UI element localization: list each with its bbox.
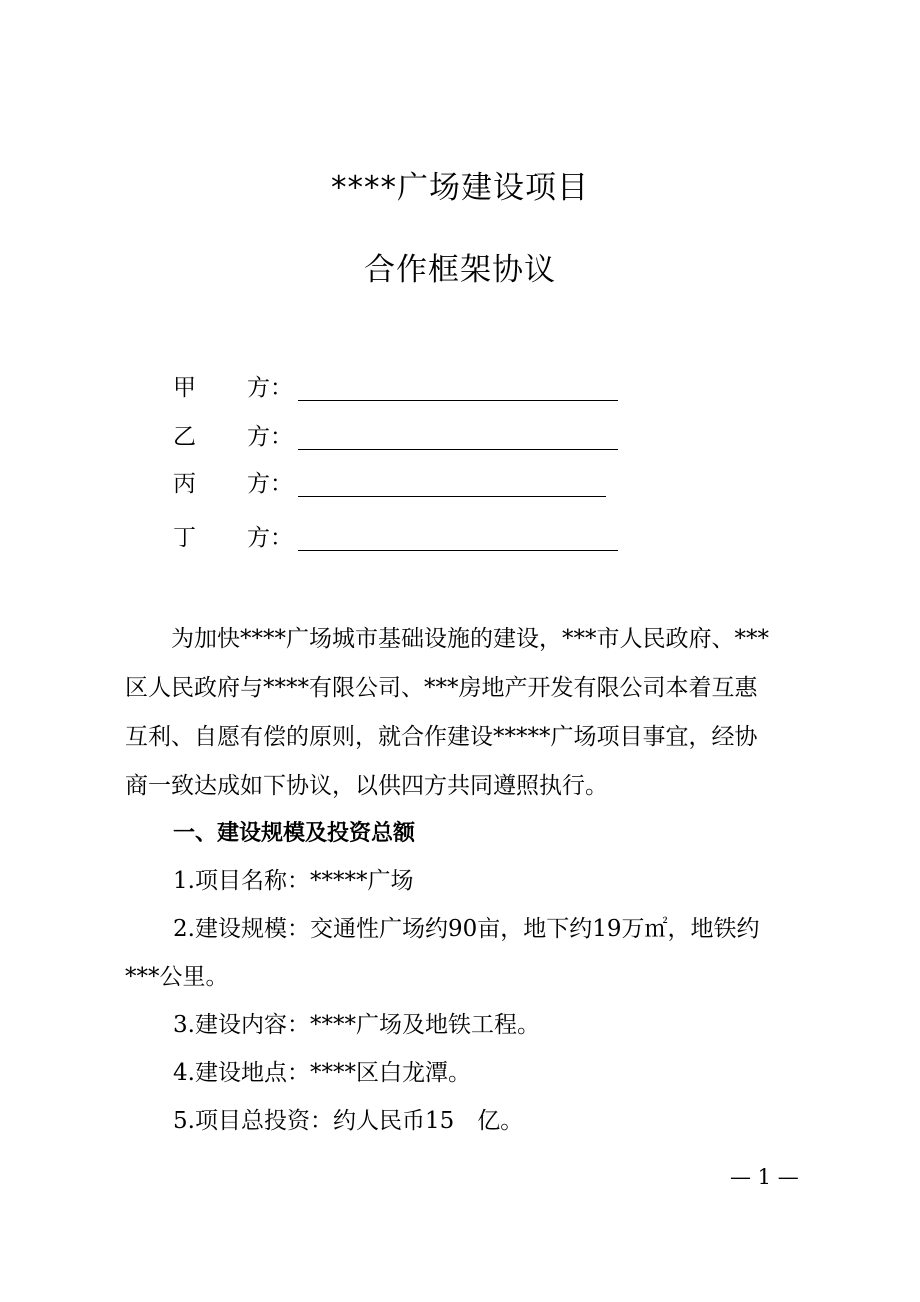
- item-investment: 5.项目总投资：约人民币15 亿。: [173, 1108, 524, 1134]
- party-suffix: 方：: [247, 525, 293, 551]
- party-suffix: 方：: [247, 471, 293, 497]
- party-label: 乙: [173, 424, 196, 450]
- item-scale-line-2: ***公里。: [125, 964, 229, 990]
- item-content: 3.建设内容：****广场及地铁工程。: [173, 1012, 540, 1038]
- party-label: 甲: [173, 375, 196, 401]
- page-number: — 1 —: [730, 1165, 799, 1189]
- intro-line-3: 互利、自愿有偿的原则，就合作建设*****广场项目事宜，经协: [125, 724, 758, 750]
- intro-line-4: 商一致达成如下协议，以供四方共同遵照执行。: [125, 773, 608, 799]
- item-project-name: 1.项目名称：*****广场: [173, 868, 414, 894]
- party-fill-line: [298, 550, 618, 551]
- intro-line-1: 为加快****广场城市基础设施的建设，***市人民政府、***: [125, 626, 769, 652]
- party-label: 丙: [173, 471, 196, 497]
- document-title-line-2: 合作框架协议: [364, 252, 556, 288]
- party-label: 丁: [173, 525, 196, 551]
- item-scale-line-1: 2.建设规模：交通性广场约90亩，地下约19万㎡，地铁约: [173, 916, 760, 942]
- party-suffix: 方：: [247, 375, 293, 401]
- party-fill-line: [298, 400, 618, 401]
- document-title-line-1: ****广场建设项目: [331, 170, 589, 206]
- section-heading: 一、建设规模及投资总额: [173, 821, 416, 846]
- party-suffix: 方：: [247, 424, 293, 450]
- party-fill-line: [298, 496, 606, 497]
- intro-line-2: 区人民政府与****有限公司、***房地产开发有限公司本着互惠: [125, 675, 758, 701]
- item-location: 4.建设地点：****区白龙潭。: [173, 1060, 471, 1086]
- party-fill-line: [298, 449, 618, 450]
